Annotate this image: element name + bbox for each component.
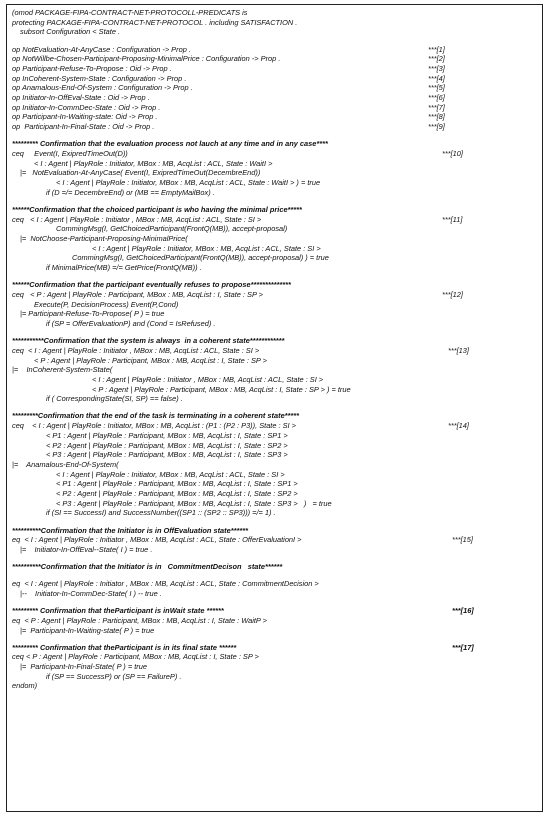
code-line: < P : Agent | PlayRole : Participant, MBox : MB, AcqList : I, State : SP > [34,355,267,365]
code-line: if MinimalPrice(MB) =/= GetPrice(FrontQ(MB)) . [46,263,202,272]
code-line: |= Participant-In-Final-State( P ) = true [20,662,147,672]
ceq-line: ceq < P : Agent | PlayRole : Participant, MBox : MB, AcqList : I, State : SP > [12,652,259,662]
op-line [12,93,537,103]
op-line [12,103,537,113]
code-line: < I : Agent | PlayRole : Initiator, MBox : MB, AcqList : ACL, State : WaitI > ) = true [56,178,321,187]
section-title [12,643,537,653]
code-line: |= Participant-Refuse-To-Propose( P ) = true [20,309,165,319]
op-text: op NotWillbe-Chosen-Participant-Proposing-MinimalPrice : Configuration -> Prop . [12,54,281,64]
code-line: < I : Agent | PlayRole : Initiator, MBox : MB, AcqList : ACL, State : SI > [92,243,321,253]
code-line: Execute(P, DecisionProcess) Event(P,Cond) [34,299,179,309]
section-title: ******Confirmation that the participant eventually refuses to propose************** [12,280,291,290]
equation-label: ***[15] [452,535,473,545]
op-line [12,122,537,132]
op-text: op Initiator-In-OffEval-State : Oid -> Prop . [12,93,150,102]
ceq-line [12,421,537,431]
ceq-text: ceq < I : Agent | PlayRole : Initiator , MBox : MB, AcqList : ACL, State : SI > [12,214,262,224]
op-label: ***[9] [428,122,445,132]
op-line [12,54,537,64]
ceq-line: eq < P : Agent | PlayRole : Participant, MBox : MB, AcqList : I, State : WaitP > [12,615,267,625]
equation-label: ***[10] [442,148,463,158]
ceq-line [12,290,537,300]
op-label: ***[4] [428,73,445,83]
op-label: ***[8] [428,112,445,122]
ceq-line [12,215,537,225]
equation-label: ***[16] [452,606,474,616]
code-line: CommingMsg(I, GetChoicedParticipant(FrontQ(MB)), accept-proposal) [56,224,288,234]
code-line: if (SI == SuccessI) and SuccessNumber((SP1 :: (SP2 :: SP3))) =/= 1) . [46,508,276,518]
op-line [12,74,537,84]
op-label: ***[2] [428,54,445,64]
code-line: |-- Initiator-In-CommDec-State( I ) -- true . [20,588,162,598]
ceq-line [12,346,537,356]
ceq-line [12,149,537,159]
code-line: |= Initiator-In-OffEval--State( I ) = true . [20,544,153,554]
section-title: ***********Confirmation that the system is always in a coherent state************ [12,336,285,346]
op-line [12,64,537,74]
code-line: < P1 : Agent | PlayRole : Participant, MBox : MB, AcqList : I, State : SP1 > [46,430,288,440]
op-text: op Participant-In-Waiting-state: Oid -> Prop . [12,112,158,122]
ceq-line [12,535,537,545]
equation-label: ***[14] [448,421,469,431]
op-label: ***[5] [428,83,445,93]
op-label: ***[7] [428,102,445,112]
code-line: |= NotChoose-Participant-Proposing-MinimalPrice( [20,233,188,243]
op-line [12,83,537,93]
op-text: op Initiator-In-CommDec-State : Oid -> Prop . [12,102,161,112]
module-footer: endom) [12,681,38,691]
code-line: < P2 : Agent | PlayRole : Participant, MBox : MB, AcqList : I, State : SP2 > [56,488,298,498]
section-title: **********Confirmation that the Initiator is in CommitmentDecison state****** [12,562,283,572]
op-text: op Participant-In-Final-State : Oid -> Prop . [12,122,155,132]
section-title [12,606,537,616]
code-line: < P1 : Agent | PlayRole : Participant, MBox : MB, AcqList : I, State : SP1 > [56,479,298,489]
equation-label: ***[12] [442,289,463,299]
ceq-text: eq < I : Agent | PlayRole : Initiator , MBox : MB, AcqList : ACL, State : OfferEvaluationI > [12,535,302,545]
section-title: ******Confirmation that the choiced participant is who having the minimal price***** [12,204,302,214]
op-line [12,112,537,122]
code-line: < I : Agent | PlayRole : Initiator , MBox : MB, AcqList : ACL, State : SI > [92,374,324,384]
equation-label: ***[13] [448,345,469,355]
equation-label: ***[17] [452,642,474,652]
section-title-text: ********* Confirmation that theParticipant is inWait state ****** [12,606,224,616]
op-label: ***[3] [428,63,445,73]
code-line: < P2 : Agent | PlayRole : Participant, MBox : MB, AcqList : I, State : SP2 > [46,440,288,450]
code-line: if ( CorrespondingState(SI, SP) == false) . [46,394,183,404]
ceq-line: eq < I : Agent | PlayRole : Initiator , MBox : MB, AcqList : ACL, State : CommitmentDecision > [12,579,319,589]
op-label: ***[6] [428,93,445,102]
equation-label: ***[11] [442,214,463,224]
code-line: < P3 : Agent | PlayRole : Participant, MBox : MB, AcqList : I, State : SP3 > [46,450,288,460]
code-line: |= NotEvaluation-At-AnyCase( Event(I, ExipredTimeOut(DecembreEnd)) [20,168,261,178]
code-line: < P3 : Agent | PlayRole : Participant, MBox : MB, AcqList : I, State : SP3 > ) = true [56,498,332,508]
code-line: CommingMsg(I, GetChoicedParticipant(FrontQ(MB)), accept-proposal) ) = true [72,253,329,263]
document-page [6,4,543,812]
op-text: op NotEvaluation-At-AnyCase : Configuration -> Prop . [12,44,191,54]
module-protecting-line: protecting PACKAGE-FIPA-CONTRACT-NET-PROTOCOL . including SATISFACTION . [12,17,298,27]
code-line: < P : Agent | PlayRole : Participant, MBox : MB, AcqList : I, State : SP > ) = true [92,384,351,394]
code-line: |= Participant-In-Waiting-state( P ) = true [20,625,155,635]
code-line: < I : Agent | PlayRole : Initiator, MBox : MB, AcqList : ACL, State : WaitI > [34,158,273,168]
ceq-text: ceq < I : Agent | PlayRole : Initiator , MBox : MB, AcqList : ACL, State : SI > [12,345,260,355]
ceq-text: ceq Event(I, ExipredTimeOut(D)) [12,148,128,158]
code-line: if (SP == SuccessP) or (SP == FailureP) . [46,671,182,681]
op-text: op Participant-Refuse-To-Propose : Oid -> Prop . [12,63,172,73]
code-line: |= InCoherent-System-State( [12,365,113,375]
op-text: op InCoherent-System-State : Configuration -> Prop . [12,73,187,83]
code-line: |= Anamalous-End-Of-System( [12,459,119,469]
code-line: if (SP = OfferEvaluationP) and (Cond = IsRefused) . [46,318,216,328]
code-line: < I : Agent | PlayRole : Initiator, MBox : MB, AcqList : ACL, State : SI > [56,469,285,479]
subsort-line: subsort Configuration < State . [20,27,121,37]
ceq-text: ceq < I : Agent | PlayRole : Initiator, MBox : MB, AcqList : (P1 : (P2 : P3)), State : SI > [12,421,296,431]
ceq-text: ceq < P : Agent | PlayRole : Participant, MBox : MB, AcqList : I, State : SP > [12,289,263,299]
op-label: ***[1] [428,44,445,54]
section-title: ********* Confirmation that the evaluation process not lauch at any time and in any case**** [12,139,328,149]
op-line [12,45,537,55]
code-line: if (D =/= DecembreEnd) or (MB == EmptyMailBox) . [46,187,215,197]
module-header-line: (omod PACKAGE-FIPA-CONTRACT-NET-PROTOCOLL-PREDICATS is [12,8,248,17]
section-title-text: ********* Confirmation that theParticipant is in its final state ****** [12,642,237,652]
op-text: op Anamalous-End-Of-System : Configuration -> Prop . [12,83,193,93]
section-title: **********Confirmation that the Initiator is in OffEvaluation state****** [12,525,248,535]
section-title: *********Confirmation that the end of the task is terminating in a coherent state***** [12,411,300,421]
